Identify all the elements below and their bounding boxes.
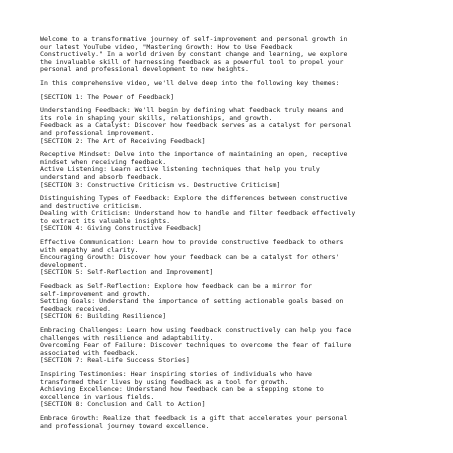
text-line: and destructive criticism. bbox=[40, 201, 143, 210]
text-line: [SECTION 8: Conclusion and Call to Action] bbox=[40, 400, 206, 409]
text-line: excellence in various fields. bbox=[40, 392, 155, 401]
paragraph bbox=[40, 239, 415, 277]
text-line: Distinguishing Types of Feedback: Explore the differences between constructive bbox=[40, 194, 348, 203]
text-line: Encouraging Growth: Discover how your feedback can be a catalyst for others' bbox=[40, 253, 340, 262]
text-line: to extract its valuable insights. bbox=[40, 216, 171, 225]
paragraph bbox=[40, 107, 415, 145]
text-line: mindset when receiving feedback. bbox=[40, 157, 167, 166]
text-line: Understanding Feedback: We'll begin by defining what feedback truly means and bbox=[40, 106, 344, 115]
paragraph bbox=[40, 80, 415, 88]
text-line: Feedback as Self-Reflection: Explore how feedback can be a mirror for bbox=[40, 282, 312, 291]
text-line: and professional journey toward excellence. bbox=[40, 421, 210, 430]
text-line: Dealing with Criticism: Understand how to handle and filter feedback effectively bbox=[40, 209, 356, 218]
text-line: feedback received. bbox=[40, 304, 111, 313]
paragraph bbox=[40, 327, 415, 365]
text-line: and professional improvement. bbox=[40, 128, 155, 137]
text-line: [SECTION 7: Real-Life Success Stories] bbox=[40, 356, 190, 365]
text-line: understand and absorb feedback. bbox=[40, 172, 163, 181]
paragraph bbox=[40, 94, 415, 102]
text-line: Effective Communication: Learn how to provide constructive feedback to others bbox=[40, 238, 344, 247]
text-line: In this comprehensive video, we'll delve deep into the following key themes: bbox=[40, 78, 340, 87]
text-line: our latest YouTube video, "Mastering Growth: How to Use Feedback bbox=[40, 42, 293, 51]
text-line: [SECTION 6: Building Resilience] bbox=[40, 312, 167, 321]
text-line: [SECTION 1: The Power of Feedback] bbox=[40, 92, 175, 101]
text-line: challenges with resilience and adaptability. bbox=[40, 333, 214, 342]
text-line: the invaluable skill of harnessing feedback as a powerful tool to propel your bbox=[40, 57, 344, 66]
text-line: personal and professional development to new heights. bbox=[40, 65, 249, 74]
text-line: Overcoming Fear of Failure: Discover techniques to overcome the fear of failure bbox=[40, 341, 352, 350]
text-line: [SECTION 4: Giving Constructive Feedback] bbox=[40, 224, 202, 233]
paragraph bbox=[40, 36, 415, 74]
text-line: its role in shaping your skills, relationships, and growth. bbox=[40, 113, 273, 122]
text-line: Receptive Mindset: Delve into the importance of maintaining an open, receptive bbox=[40, 150, 348, 159]
text-line: [SECTION 2: The Art of Receiving Feedback] bbox=[40, 136, 206, 145]
text-line: transformed their lives by using feedback as a tool for growth. bbox=[40, 377, 289, 386]
text-line: Constructively." In a world driven by constant change and learning, we explore bbox=[40, 50, 348, 59]
paragraph bbox=[40, 151, 415, 189]
text-line: self-improvement and growth. bbox=[40, 289, 151, 298]
text-line: [SECTION 5: Self-Reflection and Improvement] bbox=[40, 268, 214, 277]
paragraph bbox=[40, 415, 415, 430]
text-line: Inspiring Testimonies: Hear inspiring stories of individuals who have bbox=[40, 369, 312, 378]
text-line: with empathy and clarity. bbox=[40, 245, 139, 254]
paragraph bbox=[40, 195, 415, 233]
text-line: Welcome to a transformative journey of self-improvement and personal growth in bbox=[40, 35, 348, 43]
text-line: Active Listening: Learn active listening techniques that help you truly bbox=[40, 165, 320, 174]
text-line: [SECTION 3: Constructive Criticism vs. Destructive Criticism] bbox=[40, 180, 281, 189]
text-line: Embrace Growth: Realize that feedback is a gift that accelerates your personal bbox=[40, 413, 348, 422]
text-line: Embracing Challenges: Learn how using feedback constructively can help you face bbox=[40, 326, 352, 334]
paragraph bbox=[40, 371, 415, 409]
text-line: associated with feedback. bbox=[40, 348, 139, 357]
text-line: Achieving Excellence: Understand how feedback can be a stepping stone to bbox=[40, 385, 324, 394]
paragraph bbox=[40, 283, 415, 321]
text-line: Feedback as a Catalyst: Discover how feedback serves as a catalyst for personal bbox=[40, 121, 352, 130]
text-line: development. bbox=[40, 260, 88, 269]
text-line: Setting Goals: Understand the importance of setting actionable goals based on bbox=[40, 297, 344, 306]
